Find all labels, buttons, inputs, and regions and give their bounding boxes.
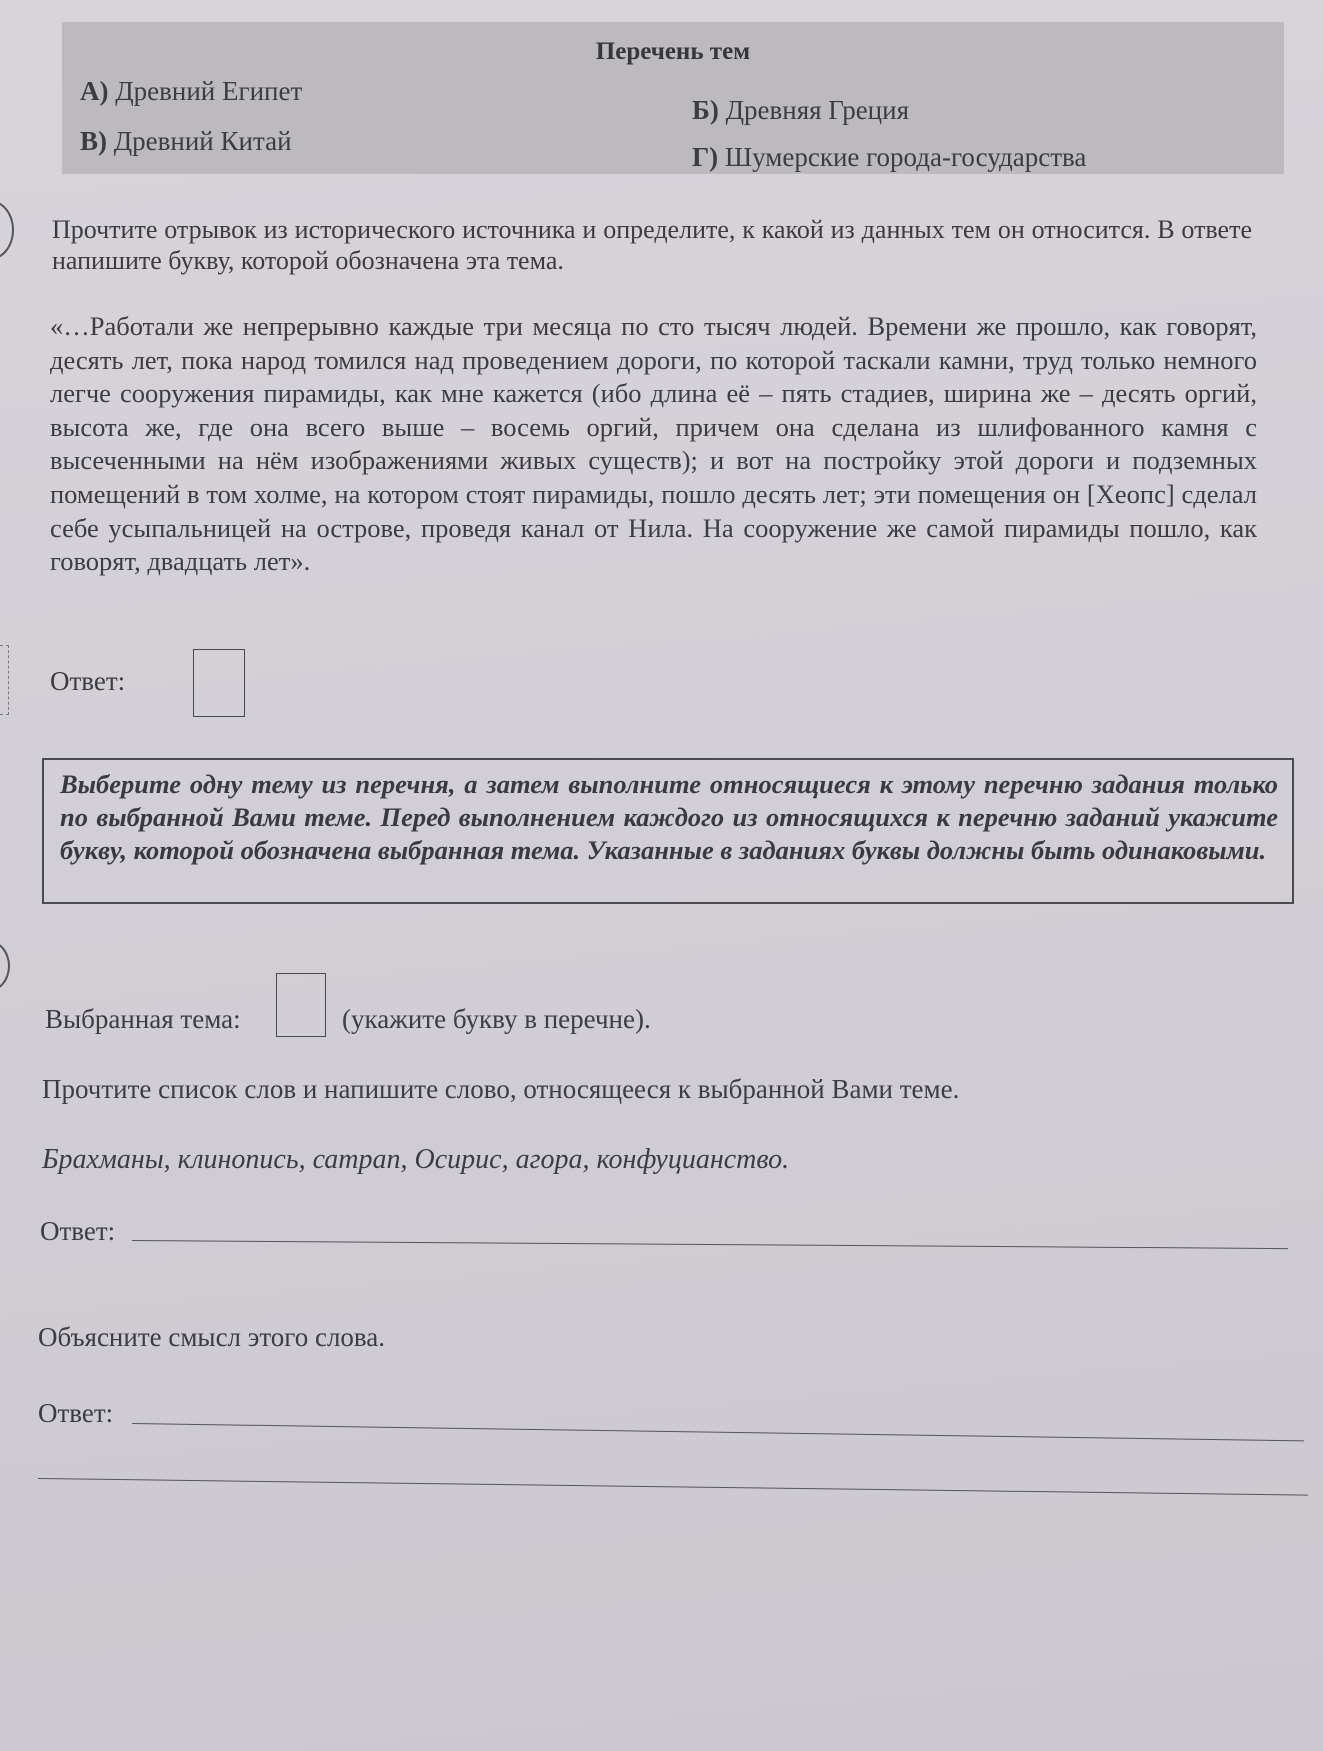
task1-answer-label: Ответ: [50,666,126,696]
chosen-topic-hint: (укажите букву в перечне). [342,1004,651,1034]
chosen-topic-label: Выбранная тема: [45,1004,241,1034]
instruction-box [42,758,1294,904]
explain-answer-line-1[interactable] [132,1423,1304,1441]
topic-v-letter: В) [80,126,107,156]
topic-v [80,126,292,157]
explain-prompt: Объясните смысл этого слова. [38,1322,386,1352]
task2-answer-label: Ответ: [40,1216,116,1246]
topic-b [692,95,909,126]
task-number-circle-2 [0,940,10,992]
chosen-topic-box[interactable] [276,973,326,1037]
task2-answer-line[interactable] [132,1240,1288,1249]
task1-prompt: Прочтите отрывок из исторического источника и определите, к какой из данных тем он относится. В ответе напишите букву, которой обозначена эта тема. [52,215,1252,275]
topics-title: Перечень тем [595,38,751,65]
task2-prompt: Прочтите список слов и напишите слово, относящееся к выбранной Вами теме. [42,1074,960,1104]
instruction-text: Выберите одну тему из перечня, а затем выполните относящиеся к этому перечню задания только по выбранной Вами теме. Перед выполнением каждого из относящихся к перечню заданий укажите букву, которой обозначена выбранная тема. Указанные в заданиях буквы должны быть одинаковыми. [60,769,1278,865]
topic-a-letter: А) [80,76,109,106]
word-list: Брахманы, клинопись, сатрап, Осирис, агора, конфуцианство. [42,1144,790,1175]
topic-v-name: Древний Китай [113,126,292,156]
margin-mark [0,645,9,715]
task1-answer-box[interactable] [193,649,245,717]
topic-b-letter: Б) [692,95,719,125]
topic-a [80,76,302,107]
explain-answer-label: Ответ: [38,1398,114,1428]
topic-b-name: Древняя Греция [725,95,909,125]
topic-g [692,142,1086,173]
historical-source-quote: «…Работали же непрерывно каждые три месяца по сто тысяч людей. Времени же прошло, как говорят, десять лет, пока народ томился над проведением дороги, по которой таскали камни, труд только немного легче сооружения пирамиды, как мне кажется (ибо длина её – пять стадиев, ширина же – десять оргий, высота же, где она всего выше – восемь оргий, причем она сделана из шлифованного камня с высеченными на нём изображениями живых существ); и вот на постройку этой дороги и подземных помещений в том холме, на котором стоят пирамиды, пошло десять лет; эти помещения он [Хеопс] сделал себе усыпальницей на острове, проведя канал от Нила. На сооружение же самой пирамиды пошло, как говорят, двадцать лет». [50,311,1257,577]
explain-answer-line-2[interactable] [38,1478,1308,1496]
task-number-circle-1 [0,200,14,260]
topic-a-name: Древний Египет [115,76,303,106]
topic-g-name: Шумерские города-государства [724,142,1087,172]
topic-g-letter: Г) [692,142,719,172]
